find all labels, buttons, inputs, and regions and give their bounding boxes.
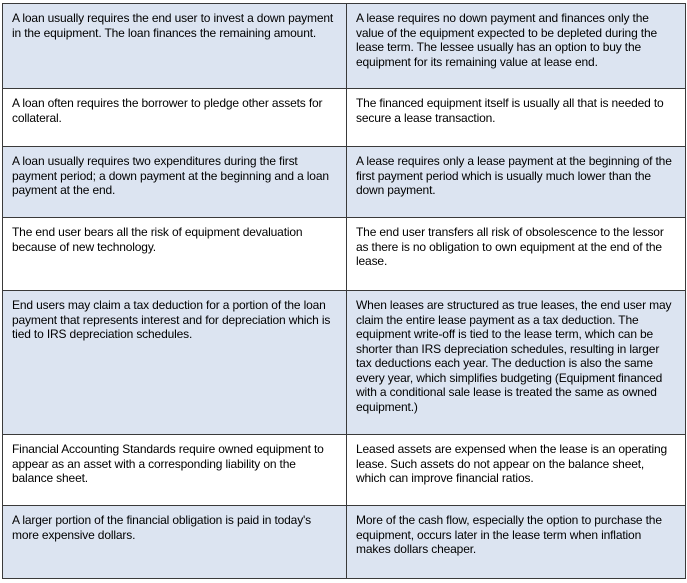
table-row bbox=[3, 435, 686, 506]
lease-cell: Leased assets are expensed when the lease is an operating lease. Such assets do not appear on the balance sheet, which can improve financial ratios. bbox=[347, 435, 686, 506]
lease-cell: When leases are structured as true leases, the end user may claim the entire lease payment as a tax deduction. The equipment write-off is tied to the lease term, which can be shorter than IRS depreciation schedules, resulting in larger tax deductions each year. The deduction is also the same every year, which simplifies budgeting (Equipment financed with a conditional sale lease is treated the same as owned equipment.) bbox=[347, 291, 686, 435]
lease-cell: A lease requires no down payment and finances only the value of the equipment expected to be depleted during the lease term. The lessee usually has an option to buy the equipment for its remaining value at lease end. bbox=[347, 4, 686, 89]
table-row bbox=[3, 506, 686, 579]
table-row bbox=[3, 291, 686, 435]
lease-cell: More of the cash flow, especially the option to purchase the equipment, occurs later in the lease term when inflation makes dollars cheaper. bbox=[347, 506, 686, 579]
loan-cell: A loan usually requires two expenditures during the first payment period; a down payment at the beginning and a loan payment at the end. bbox=[3, 147, 347, 218]
loan-vs-lease-table bbox=[2, 3, 686, 579]
table-row bbox=[3, 218, 686, 291]
loan-cell: A loan often requires the borrower to pledge other assets for collateral. bbox=[3, 89, 347, 147]
lease-cell: The end user transfers all risk of obsolescence to the lessor as there is no obligation to own equipment at the end of the lease. bbox=[347, 218, 686, 291]
loan-cell: End users may claim a tax deduction for a portion of the loan payment that represents interest and for depreciation which is tied to IRS depreciation schedules. bbox=[3, 291, 347, 435]
loan-cell: The end user bears all the risk of equipment devaluation because of new technology. bbox=[3, 218, 347, 291]
table-row bbox=[3, 147, 686, 218]
lease-cell: A lease requires only a lease payment at the beginning of the first payment period which is usually much lower than the down payment. bbox=[347, 147, 686, 218]
loan-cell: Financial Accounting Standards require owned equipment to appear as an asset with a corresponding liability on the balance sheet. bbox=[3, 435, 347, 506]
lease-cell: The financed equipment itself is usually all that is needed to secure a lease transaction. bbox=[347, 89, 686, 147]
loan-cell: A larger portion of the financial obligation is paid in today's more expensive dollars. bbox=[3, 506, 347, 579]
loan-cell: A loan usually requires the end user to invest a down payment in the equipment. The loan finances the remaining amount. bbox=[3, 4, 347, 89]
table-row bbox=[3, 4, 686, 89]
table-row bbox=[3, 89, 686, 147]
